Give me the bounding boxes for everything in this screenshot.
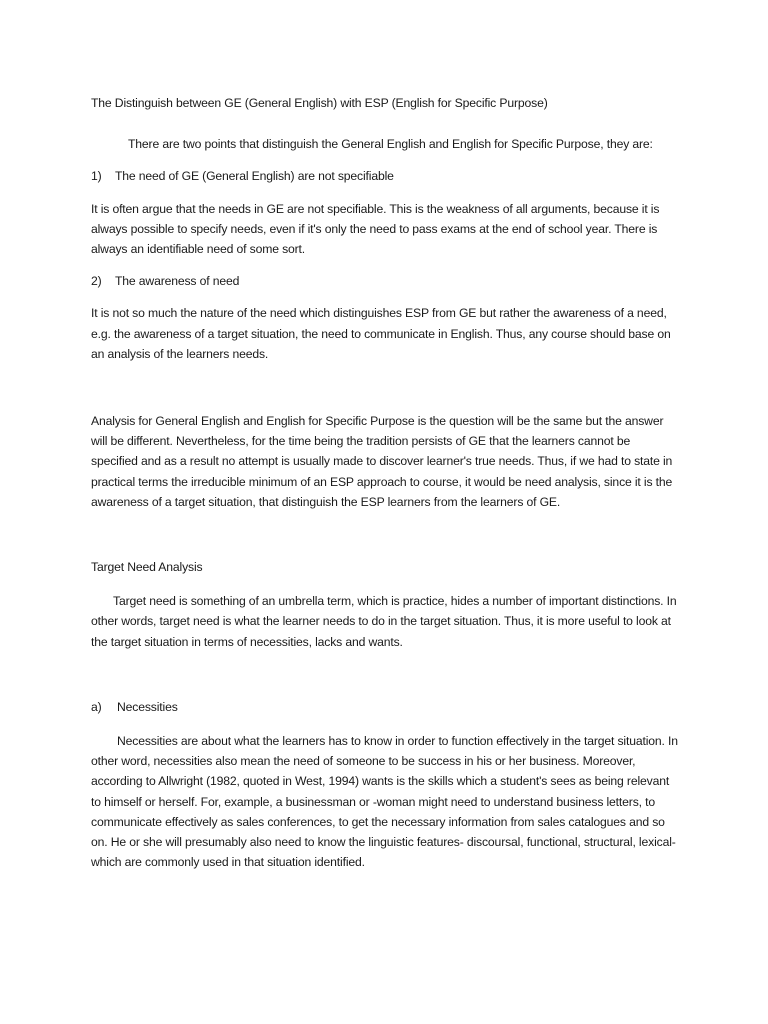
necessities-heading-text: Necessities	[117, 699, 178, 714]
point2-heading-text: The awareness of need	[115, 274, 240, 289]
target-need-paragraph: Target need is something of an umbrella term, which is practice, hides a number of important distinctions. In other words, target need is what the learner needs to do in the target situation. Thus, it is more useful to look at the target situation in terms of necessities, lacks and wants.	[91, 594, 677, 649]
necessities-letter: a)	[91, 699, 102, 714]
analysis-paragraph: Analysis for General English and English for Specific Purpose is the question will be the same but the answer will be different. Nevertheless, for the time being the tradition persists of GE that the learners cannot be specified and as a result no attempt is usually made to discover learner's true needs. Thus, if we had to state in practical terms the irreducible minimum of an ESP approach to course, it would be need analysis, since it is the awareness of a target situation, that distinguish the ESP learners from the learners of GE.	[91, 414, 673, 509]
point1-body: It is often argue that the needs in GE are not specifiable. This is the weakness of all arguments, because it is always possible to specify needs, even if it's only the need to pass exams at the end of school year. There is always an identifiable need of some sort.	[91, 201, 660, 257]
point1-number: 1)	[91, 169, 102, 184]
point1-heading	[91, 166, 679, 186]
point2-number: 2)	[91, 274, 102, 289]
point1-heading-text: The need of GE (General English) are not specifiable	[115, 169, 394, 184]
intro-paragraph: There are two points that distinguish the General English and English for Specific Purpose, they are:	[128, 137, 653, 152]
necessities-paragraph: Necessities are about what the learners has to know in order to function effectively in the target situation. In other word, necessities also mean the need of someone to be success in his or her business. Moreover, according to Allwright (1982, quoted in West, 1994) wants is the skills which a student's sees as being relevant to himself or herself. For, example, a businessman or -woman might need to understand business letters, to communicate effectively as sales conferences, to get the necessary information from sales catalogues and so on. He or she will presumably also need to know the linguistic features- discoursal, functional, structural, lexical- which are commonly used in that situation identified.	[91, 734, 678, 870]
target-need-heading: Target Need Analysis	[91, 560, 203, 575]
document-title: The Distinguish between GE (General English) with ESP (English for Specific Purpose)	[91, 96, 548, 110]
point2-body: It is not so much the nature of the need which distinguishes ESP from GE but rather the awareness of a need, e.g. the awareness of a target situation, the need to communicate in English. Thus, any course should base on an analysis of the learners needs.	[91, 306, 671, 361]
necessities-heading	[91, 697, 679, 717]
point2-heading	[91, 271, 679, 291]
document-body	[91, 93, 679, 872]
